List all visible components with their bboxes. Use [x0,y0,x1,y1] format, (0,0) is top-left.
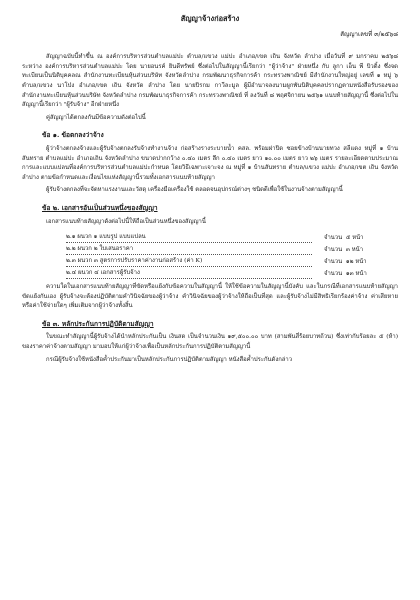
attachment-row [66,267,398,279]
attachment-row [66,231,398,243]
attachment-label: ๒.๓ ผนวก ๓ สูตรการปรับราคาค่างานก่อสร้าง (ค่า K) [66,257,312,268]
preamble-paragraph: สัญญาฉบับนี้ทำขึ้น ณ องค์การบริหารส่วนตำบลแม่ปะ ตำบล/แขวง แม่ปะ อำเภอ/เขต เถิน จังหวัด ลำปาง เมื่อวันที่ ๙ มกราคม ๒๕๖๘ ระหว่าง องค์การบริหารส่วนตำบลแม่ปะ โดย นายอนรค์ ยินดีทรัพย์ ซึ่งต่อไปในสัญญานี้เรียกว่า "ผู้ว่าจ้าง" ฝ่ายหนึ่ง กับ ลูกา เอ็น พี บิวดิ้ง ซึ่งจดทะเบียนเป็นนิติบุคคลณ สำนักงานทะเบียนหุ้นส่วนบริษัท จังหวัดลำปาง กรมพัฒนาธุรกิจการค้า กระทรวงพาณิชย์ มีสำนักงานใหญ่อยู่ เลขที่ ๑ หมู่ ๖ ตำบล/แขวง นาโป่ง อำเภอ/เขต เถิน จังหวัด ลำปาง โดย นายปิรกม กาวีละมูล ผู้มีอำนาจลงนามผูกพันนิติบุคคลปรากฏตามหนังสือรับรองของ สำนักงานทะเบียนหุ้นส่วนบริษัท จังหวัดลำปาง กรมพัฒนาธุรกิจการค้า กระทรวงพาณิชย์ ที่ ลงวันที่ ๘ พฤศจิกายน ๒๕๖๑ แนบท้ายสัญญานี้ ซึ่งต่อไปในสัญญานี้เรียกว่า "ผู้รับจ้าง" อีกฝ่ายหนึ่ง [22,54,398,109]
attachment-row [66,255,398,267]
attachment-page-count: จำนวน ๓ หน้า [324,246,363,253]
attachment-label: ๒.๔ ผนวก ๔ เอกสารผู้รับจ้าง [66,269,312,280]
attachment-page-count: จำนวน ๕ หน้า [324,234,364,241]
attachment-row [66,243,398,255]
section-3-paragraph-2: กรณีผู้รับจ้างใช้หนังสือค้ำประกันมาเป็นหลักประกันการปฏิบัติตามสัญญา หนังสือค้ำประกันดังกล่าว [46,356,293,363]
section-3-heading: ข้อ ๓. หลักประกันการปฏิบัติตามสัญญา [42,319,154,328]
section-3-paragraph-1: ในขณะทำสัญญานี้ผู้รับจ้างได้นำหลักประกันเป็น เงินสด เป็นจำนวนเงิน ๑๙,๕๐๐.๐๐ บาท (สามพันสี่ร้อยบาทถ้วน) ซึ่งเท่ากับร้อยละ ๕ (ห้า) ของราคาค่าจ้างตามสัญญา มามอบให้แก่ผู้ว่าจ้างเพื่อเป็นหลักประกันการปฏิบัติตามสัญญานี้ [22,334,398,351]
attachment-list [22,231,398,279]
agreement-statement: คู่สัญญาได้ตกลงกันมีข้อความดังต่อไปนี้ [46,114,146,121]
attachment-page-count: จำนวน ๑๒ หน้า [324,258,367,265]
attachment-label: ๒.๑ ผนวก ๑ แบบรูป แบบแปลน [66,233,312,244]
section-2-heading: ข้อ ๒. เอกสารอันเป็นส่วนหนึ่งของสัญญา [42,203,158,212]
section-2-intro: เอกสารแนบท้ายสัญญาดังต่อไปนี้ให้ถือเป็นส่วนหนึ่งของสัญญานี้ [46,218,206,225]
section-1-paragraph-2: ผู้รับจ้างตกลงที่จะจัดหาแรงงานและวัสดุ เครื่องมือเครื่องใช้ ตลอดจนอุปกรณ์ต่างๆ ชนิดดีเพื่อใช้ในงานจ้างตามสัญญานี้ [46,187,343,194]
document-title: สัญญาจ้างก่อสร้าง [180,14,240,23]
section-1-paragraph-1: ผู้ว่าจ้างตกลงจ้างและผู้รับจ้างตกลงรับจ้างทำงานจ้าง ก่อสร้างรางระบายน้ำ คสล. พร้อมฝาปิด ซอยข้างบ้านนายทวง สลีแดง หมู่ที่ ๑ บ้านสันทราย ตำบลแม่ปะ อำเภอเถิน จังหวัดลำปาง ขนาดปากกว้าง ๐.๔๐ เมตร ลึก ๐.๔๐ เมตร ยาว ๑๐.๐๐ เมตร ยาว ๒๖ เมตร รายละเอียดตามประมาณการและแบบแปลนที่องค์การบริหารส่วนตำบลแม่ปะกำหนด โดยวิธีเฉพาะเจาะจง ณ หมู่ที่ ๑ บ้านสันทราย ตำบล/แขวง แม่ปะ อำเภอ/เขต เถิน จังหวัด ลำปาง ตามข้อกำหนดและเงื่อนไขแห่งสัญญานี้รวมทั้งเอกสารแนบท้ายสัญญา [22,145,398,181]
attachment-label: ๒.๒ ผนวก ๒ ใบเสนอราคา [66,245,312,256]
attachment-page-count: จำนวน ๑๓ หน้า [324,270,367,277]
section-2-closing: ความใดในเอกสารแนบท้ายสัญญาที่ขัดหรือแย้งกับข้อความในสัญญานี้ ให้ใช้ข้อความในสัญญานี้บังคับ และในกรณีที่เอกสารแนบท้ายสัญญาขัดแย้งกันเอง ผู้รับจ้างจะต้องปฏิบัติตามคำวินิจฉัยของผู้ว่าจ้าง คำวินิจฉัยของผู้ว่าจ้างให้ถือเป็นที่สุด และผู้รับจ้างไม่มีสิทธิเรียกร้องค่าจ้าง ค่าเสียหายหรือค่าใช้จ่ายใดๆ เพิ่มเติมจากผู้ว่าจ้างทั้งสิ้น [22,284,398,310]
section-1-heading: ข้อ ๑. ข้อตกลงว่าจ้าง [42,131,104,140]
contract-number: สัญญาเลขที่ ๓/๒๕๖๘ [340,30,398,38]
